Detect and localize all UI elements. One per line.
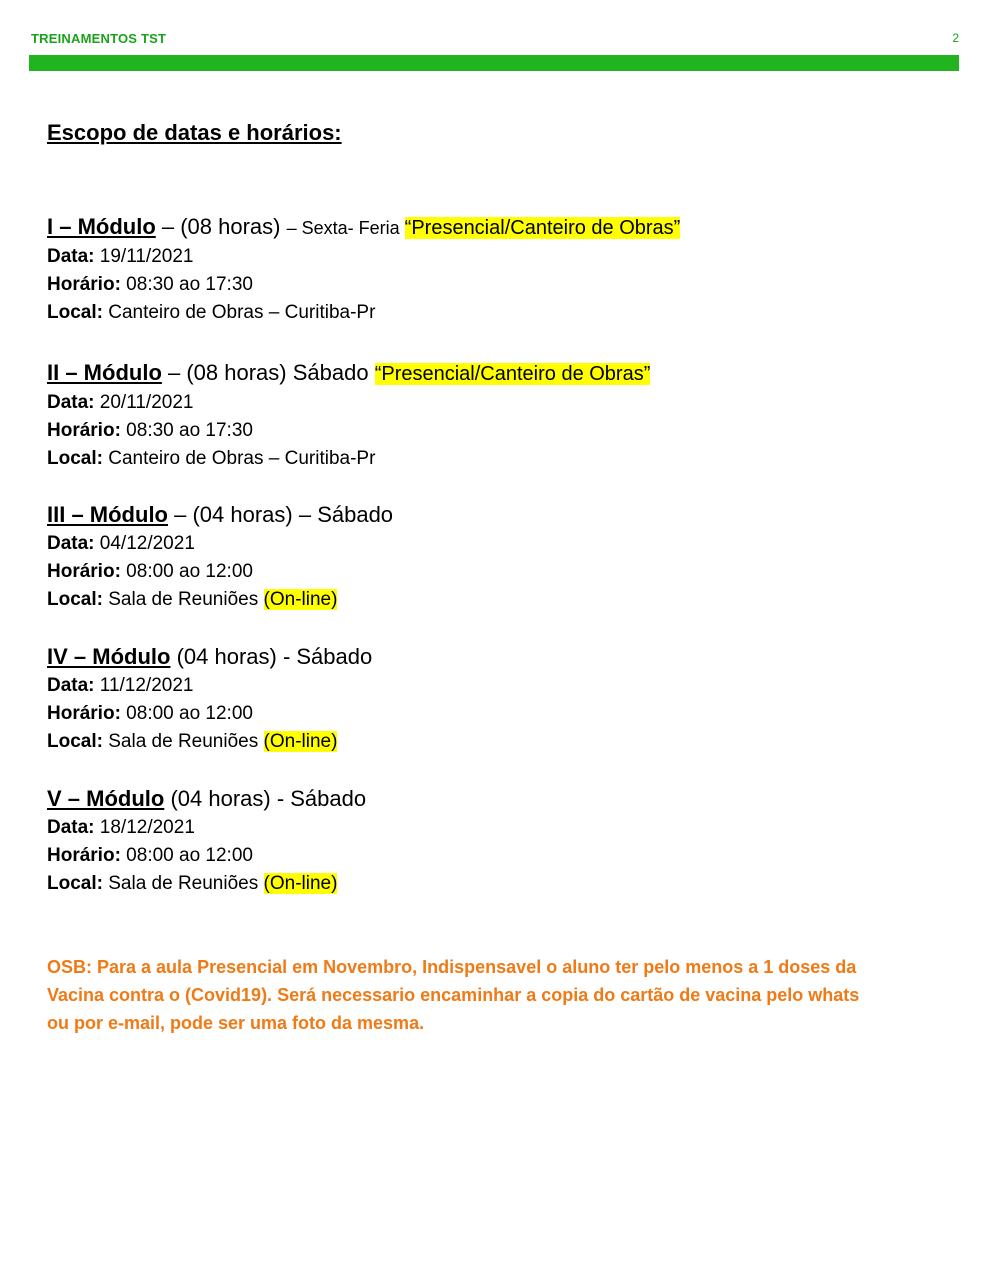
location-label: Local: [47,731,103,752]
module-hours: (04 horas) - Sábado [164,786,367,811]
page-number: 2 [952,31,959,45]
module-name: V – Módulo [47,786,165,811]
module-heading [47,212,947,243]
date-value: 19/11/2021 [94,246,194,267]
time-value: 08:00 ao 12:00 [120,703,253,724]
date-label: Data: [47,533,95,554]
location-value: Sala de Reuniões [102,731,264,752]
time-label: Horário: [47,274,121,295]
date-label: Data: [47,675,95,696]
time-line [47,417,947,445]
location-label: Local: [47,589,103,610]
date-label: Data: [47,246,95,267]
date-value: 04/12/2021 [94,533,195,554]
location-value: Sala de Reuniões [102,873,264,894]
time-value: 08:00 ao 12:00 [120,561,253,582]
location-label: Local: [47,302,103,323]
time-line [47,558,947,586]
location-label: Local: [47,448,103,469]
date-line [47,530,947,558]
date-label: Data: [47,392,95,413]
online-highlight: (On-line) [263,873,338,894]
header-title: TREINAMENTOS TST [31,31,167,46]
note-line-2: Vacina contra o (Covid19). Será necessario encaminhar a copia do cartão de vacina pelo whats [47,985,860,1005]
location-line [47,299,947,327]
time-value: 08:30 ao 17:30 [120,274,253,295]
module-1 [47,212,947,327]
online-highlight: (On-line) [263,731,338,752]
module-heading [47,358,947,389]
date-value: 20/11/2021 [94,392,194,413]
time-line [47,842,947,870]
module-hours: – (08 horas) [155,214,287,239]
location-value: Canteiro de Obras – Curitiba-Pr [102,448,376,469]
date-line [47,243,947,271]
module-mode-highlight: “Presencial/Canteiro de Obras” [374,363,651,385]
module-mode-highlight: “Presencial/Canteiro de Obras” [404,217,681,239]
module-hours: – (04 horas) – Sábado [168,502,394,527]
module-heading [47,500,947,530]
location-line [47,870,947,898]
module-heading [47,642,947,672]
location-line [47,445,947,473]
location-line [47,586,947,614]
date-label: Data: [47,817,95,838]
module-3 [47,500,947,614]
note-line-3: ou por e-mail, pode ser uma foto da mesma. [47,1013,425,1033]
location-value: Canteiro de Obras – Curitiba-Pr [102,302,376,323]
module-2 [47,358,947,473]
time-label: Horário: [47,561,121,582]
note-line-1: OSB: Para a aula Presencial em Novembro, Indispensavel o aluno ter pelo menos a 1 doses da [47,957,857,977]
date-line [47,389,947,417]
module-4 [47,642,947,756]
location-line [47,728,947,756]
location-label: Local: [47,873,103,894]
module-name: I – Módulo [47,214,156,239]
date-value: 18/12/2021 [94,817,195,838]
date-line [47,672,947,700]
online-highlight: (On-line) [263,589,338,610]
module-heading [47,784,947,814]
section-title: Escopo de datas e horários: [47,120,342,145]
module-5 [47,784,947,898]
covid-vaccine-note [47,953,947,1037]
time-value: 08:00 ao 12:00 [120,845,253,866]
module-name: III – Módulo [47,502,168,527]
time-label: Horário: [47,845,121,866]
time-line [47,700,947,728]
module-day: – Sexta- Feria [286,218,405,238]
time-line [47,271,947,299]
module-name: IV – Módulo [47,644,171,669]
time-value: 08:30 ao 17:30 [120,420,253,441]
time-label: Horário: [47,420,121,441]
date-value: 11/12/2021 [94,675,194,696]
time-label: Horário: [47,703,121,724]
location-value: Sala de Reuniões [102,589,264,610]
date-line [47,814,947,842]
module-hours: – (08 horas) Sábado [161,360,375,385]
header-divider-bar [29,55,959,71]
module-name: II – Módulo [47,360,162,385]
module-hours: (04 horas) - Sábado [170,644,373,669]
